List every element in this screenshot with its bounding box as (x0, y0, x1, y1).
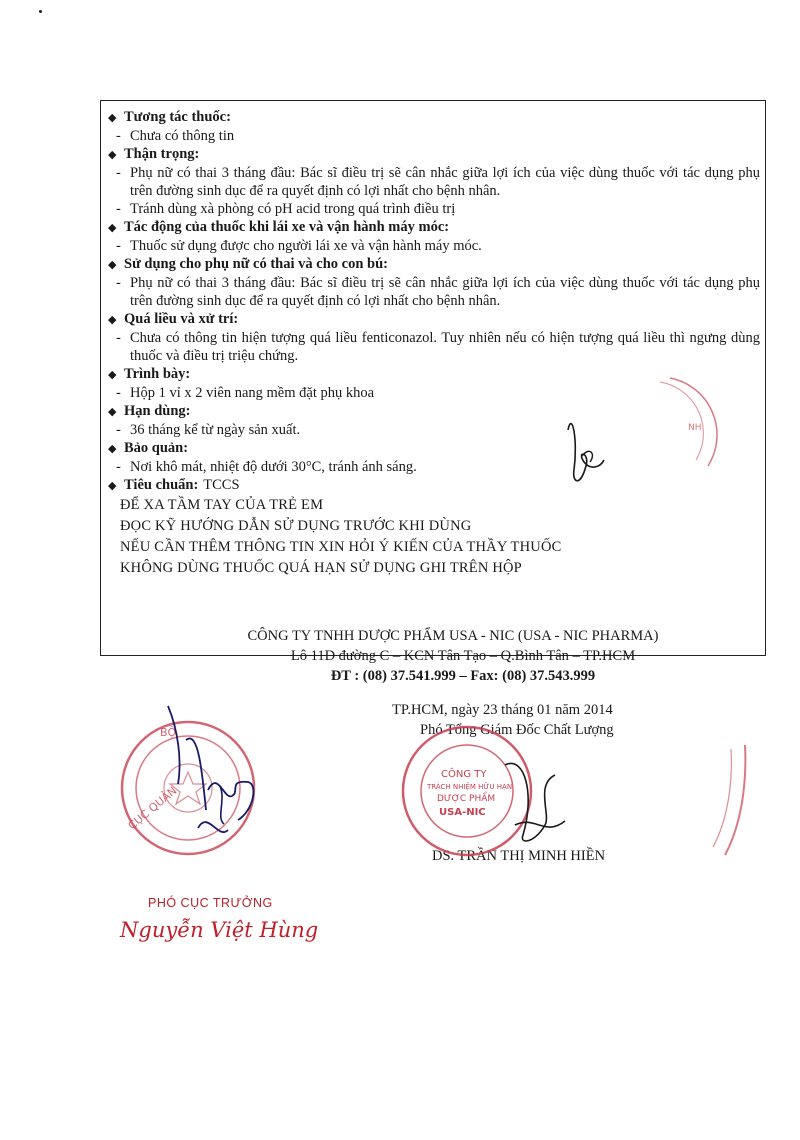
seal-line-4: USA-NIC (439, 807, 486, 818)
standard-value: TCCS (203, 477, 240, 493)
place-date: TP.HCM, ngày 23 tháng 01 năm 2014 (392, 702, 613, 718)
section-item-text: Chưa có thông tin (130, 128, 235, 144)
section-item (108, 274, 760, 310)
section-item-text: Chưa có thông tin hiện tượng quá liều fenticonazol. Tuy nhiên nếu có hiện tượng quá liều thì ngưng dùng thuốc và điều trị triệu chứng. (130, 330, 760, 364)
diamond-bullet-icon: ◆ (108, 443, 117, 455)
svg-text:NH: NH (688, 423, 702, 433)
dash-marker: - (116, 201, 121, 217)
section-item-text: Phụ nữ có thai 3 tháng đầu: Bác sĩ điều trị sẽ cân nhắc giữa lợi ích của việc dùng thuốc với tác dụng phụ trên đường sinh dục để ra quyết định có lợi nhất cho bệnh nhân. (130, 275, 760, 309)
section-heading: Thận trọng: (124, 146, 200, 162)
section-item (108, 237, 760, 255)
dash-marker: - (116, 459, 121, 475)
diamond-bullet-icon: ◆ (108, 149, 117, 161)
company-phone: ĐT : (08) 37.541.999 – Fax: (08) 37.543.999 (330, 668, 596, 684)
section-item-text: Hộp 1 vỉ x 2 viên nang mềm đặt phụ khoa (130, 385, 375, 401)
leaflet-content (108, 108, 760, 579)
ministry-seal (108, 700, 288, 870)
section-item-text: Nơi khô mát, nhiệt độ dưới 30°C, tránh ánh sáng. (130, 459, 417, 475)
seal-line-3: DƯỢC PHẨM (437, 794, 496, 804)
section-item (108, 164, 760, 200)
seal-line-2: TRÁCH NHIỆM HỮU HẠN (427, 783, 513, 791)
section-item-text: Phụ nữ có thai 3 tháng đầu: Bác sĩ điều trị sẽ cân nhắc giữa lợi ích của việc dùng thuốc với tác dụng phụ trên đường sinh dục để ra quyết định có lợi nhất cho bệnh nhân. (130, 165, 760, 199)
seal-line-1: CÔNG TY (441, 769, 487, 780)
section-item (108, 329, 760, 365)
diamond-bullet-icon: ◆ (108, 259, 117, 271)
section-item-text: Tránh dùng xà phòng có pH acid trong quá trình điều trị (130, 201, 456, 217)
section-heading: Hạn dùng: (124, 403, 191, 419)
section-heading-row (108, 255, 760, 274)
section-heading-row (108, 108, 760, 127)
dash-marker: - (116, 330, 121, 346)
diamond-bullet-icon: ◆ (108, 406, 117, 418)
section-item (108, 200, 760, 218)
diamond-bullet-icon: ◆ (108, 222, 117, 234)
company-address: Lô 11D đường C – KCN Tân Tạo – Q.Bình Tân – TP.HCM (290, 648, 636, 664)
section-heading-row (108, 218, 760, 237)
warning-line: ĐỌC KỸ HƯỚNG DẪN SỬ DỤNG TRƯỚC KHI DÙNG (120, 518, 472, 534)
warning-line: KHÔNG DÙNG THUỐC QUÁ HẠN SỬ DỤNG GHI TRÊN HỘP (120, 560, 522, 576)
company-name: CÔNG TY TNHH DƯỢC PHẨM USA - NIC (USA - NIC PHARMA) (247, 628, 659, 644)
signer-name: DS. TRẦN THỊ MINH HIỀN (432, 848, 606, 864)
svg-text:BỘ: BỘ (160, 726, 177, 739)
diamond-bullet-icon: ◆ (108, 369, 117, 381)
section-item-text: 36 tháng kể từ ngày sản xuất. (130, 422, 301, 438)
diamond-bullet-icon: ◆ (108, 112, 117, 124)
diamond-bullet-icon: ◆ (108, 480, 117, 492)
section-item-text: Thuốc sử dụng được cho người lái xe và vận hành máy móc. (130, 238, 482, 254)
section-heading-row (108, 145, 760, 164)
diamond-bullet-icon: ◆ (108, 314, 117, 326)
svg-text:CỤC QUẢN: CỤC QUẢN (125, 784, 180, 833)
section-heading-row (108, 310, 760, 329)
dash-marker: - (116, 165, 121, 181)
section-heading: Bảo quản: (124, 440, 189, 456)
scan-speck (39, 10, 42, 13)
dash-marker: - (116, 385, 121, 401)
approval-name: Nguyễn Việt Hùng (120, 918, 319, 942)
dash-marker: - (116, 275, 121, 291)
section-heading: Sử dụng cho phụ nữ có thai và cho con bú: (124, 256, 388, 272)
company-seal (395, 725, 765, 875)
warning-list (108, 495, 760, 579)
signer-title: Phó Tổng Giám Đốc Chất Lượng (420, 722, 614, 738)
company-block (100, 626, 766, 686)
dash-marker: - (116, 238, 121, 254)
margin-seal-and-signature (560, 370, 770, 500)
section-heading: Quá liều và xử trí: (124, 311, 239, 327)
section-item (108, 127, 760, 145)
standard-heading: Tiêu chuẩn: (124, 477, 199, 493)
dash-marker: - (116, 422, 121, 438)
section-heading: Tác động của thuốc khi lái xe và vận hành máy móc: (124, 219, 450, 235)
dash-marker: - (116, 128, 121, 144)
warning-line: NẾU CẦN THÊM THÔNG TIN XIN HỎI Ý KIẾN CỦA THẦY THUỐC (120, 539, 562, 555)
approval-title: PHÓ CỤC TRƯỞNG (148, 896, 273, 910)
warning-line: ĐỂ XA TẦM TAY CỦA TRẺ EM (120, 497, 324, 513)
section-heading: Trình bày: (124, 366, 191, 382)
section-heading: Tương tác thuốc: (124, 109, 231, 125)
